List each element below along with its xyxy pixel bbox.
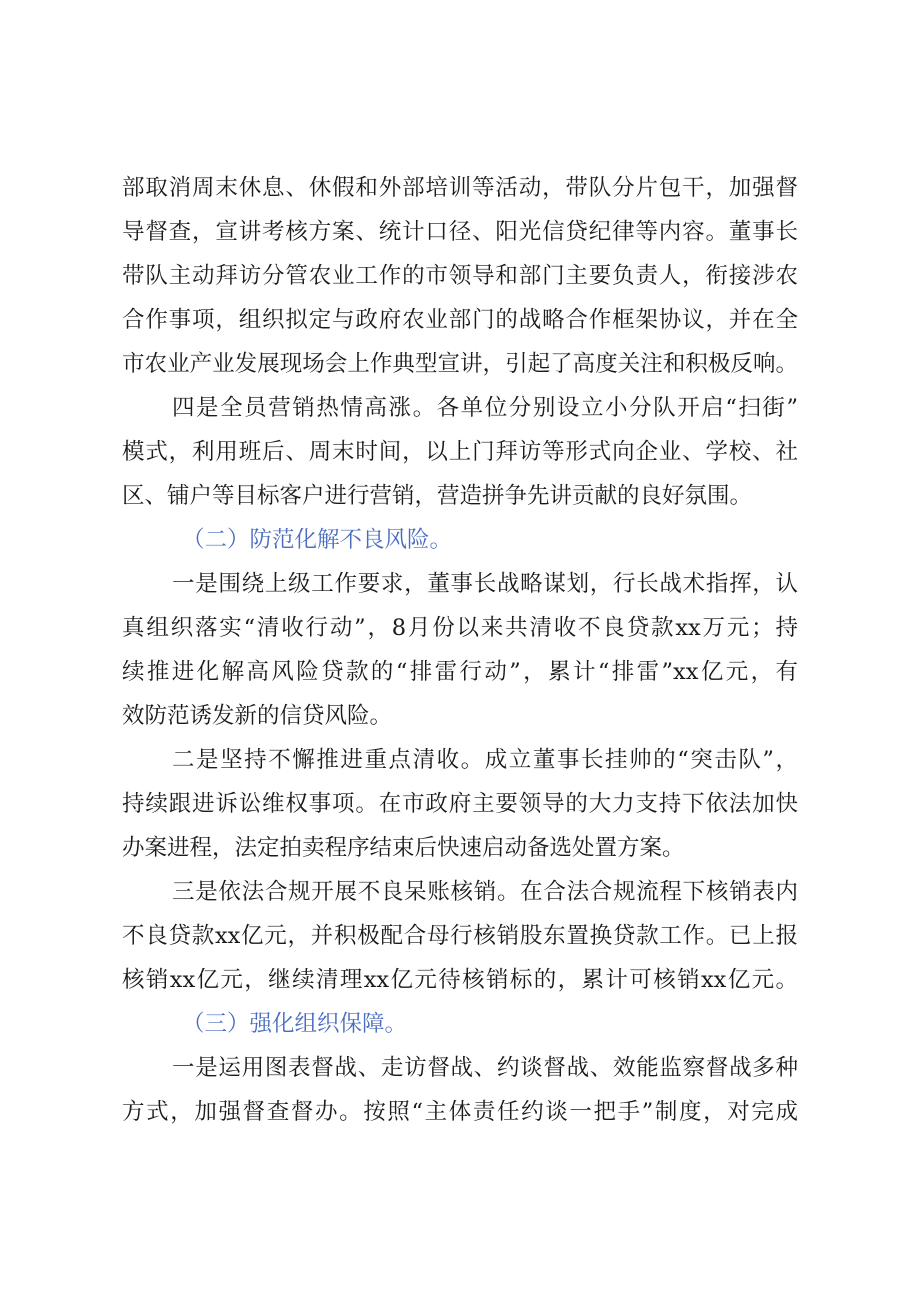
- section-heading: （三）强化组织保障。: [182, 1011, 408, 1037]
- body-text-line: 续推进化解高风险贷款的“排雷行动”，累计“排雷”xx亿元，有: [122, 659, 798, 685]
- body-text-line: 真组织落实“清收行动”，8月份以来共清收不良贷款xx万元；持: [122, 615, 798, 641]
- body-text-line: 带队主动拜访分管农业工作的市领导和部门主要负责人，衔接涉农: [122, 263, 798, 289]
- body-text-line: 模式，利用班后、周末时间，以上门拜访等形式向企业、学校、社: [122, 439, 798, 465]
- paragraph-first-line: 一是运用图表督战、走访督战、约谈督战、效能监察督战多种: [172, 1055, 798, 1081]
- body-text-line: 持续跟进诉讼维权事项。在市政府主要领导的大力支持下依法加快: [122, 791, 798, 817]
- body-text-line: 不良贷款xx亿元，并积极配合母行核销股东置换贷款工作。已上报: [122, 923, 798, 949]
- body-text-line: 部取消周末休息、休假和外部培训等活动，带队分片包干，加强督: [122, 175, 798, 201]
- body-text-line: 核销xx亿元，继续清理xx亿元待核销标的，累计可核销xx亿元。: [122, 967, 798, 993]
- section-heading: （二）防范化解不良风险。: [182, 527, 453, 553]
- body-text-line: 办案进程，法定拍卖程序结束后快速启动备选处置方案。: [122, 835, 685, 861]
- body-text-line: 市农业产业发展现场会上作典型宣讲，引起了高度关注和积极反响。: [122, 351, 798, 377]
- paragraph-first-line: 四是全员营销热情高涨。各单位分别设立小分队开启“扫街”: [172, 395, 798, 421]
- body-text-line: 区、铺户等目标客户进行营销，营造拼争先讲贡献的良好氛围。: [122, 483, 753, 509]
- body-text-line: 合作事项，组织拟定与政府农业部门的战略合作框架协议，并在全: [122, 307, 798, 333]
- paragraph-first-line: 三是依法合规开展不良呆账核销。在合法合规流程下核销表内: [172, 879, 798, 905]
- body-text-line: 效防范诱发新的信贷风险。: [122, 703, 393, 729]
- body-text-line: 导督查，宣讲考核方案、统计口径、阳光信贷纪律等内容。董事长: [122, 219, 798, 245]
- paragraph-first-line: 一是围绕上级工作要求，董事长战略谋划，行长战术指挥，认: [172, 571, 798, 597]
- body-text-line: 方式，加强督查督办。按照“主体责任约谈一把手”制度，对完成: [122, 1099, 798, 1125]
- paragraph-first-line: 二是坚持不懈推进重点清收。成立董事长挂帅的“突击队”，: [172, 747, 798, 773]
